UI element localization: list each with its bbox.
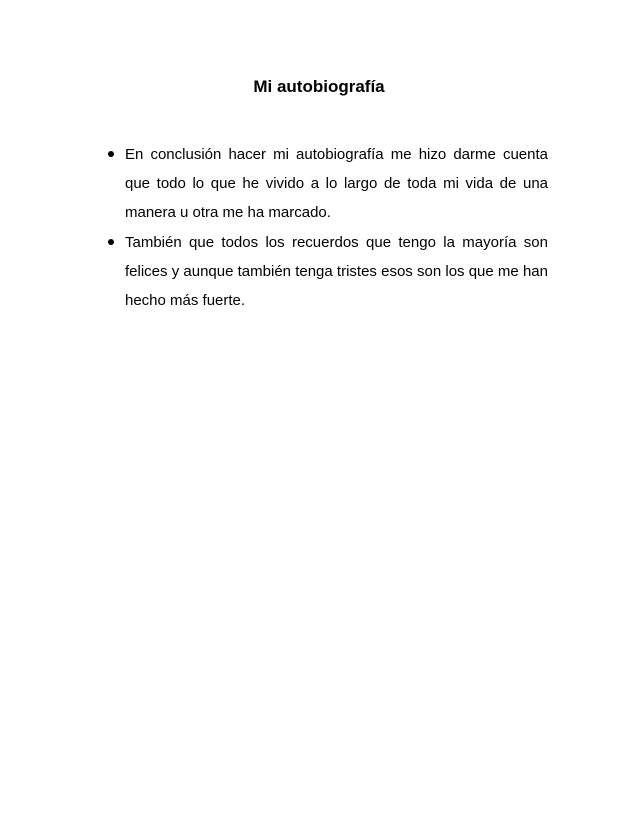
page-title: Mi autobiografía [253,77,385,96]
bullet-icon [108,239,114,245]
bullet-icon [108,151,114,157]
bullet-list [104,140,548,315]
bullet-text: En conclusión hacer mi autobiografía me hizo darme cuenta que todo lo que he vivido a lo largo de toda mi vida de una manera u otra me ha marcado. [125,146,548,222]
bullet-text: También que todos los recuerdos que tengo la mayoría son felices y aunque también tenga tristes esos son los que me han hecho más fuerte. [125,233,548,310]
list-item [104,228,548,316]
list-item [104,140,548,228]
